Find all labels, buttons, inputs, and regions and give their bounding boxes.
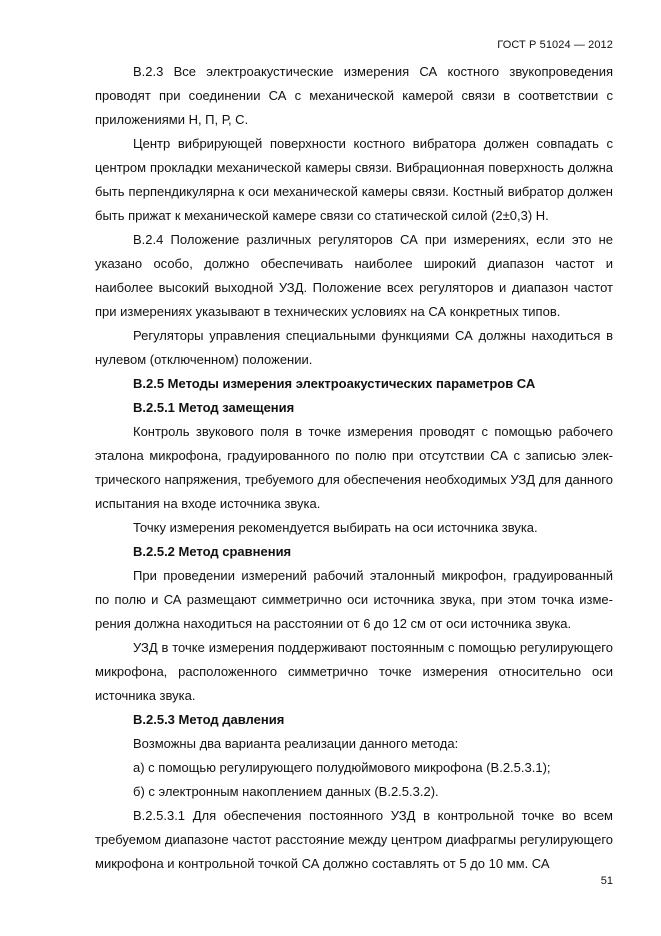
section-heading: В.2.5.3 Метод давления [133,712,285,727]
paragraph: Возможны два варианта реализации данного метода: [133,736,459,751]
paragraph: УЗД в точке измерения поддерживают постоянным с помощью регулирующего микрофона, расположенного симметрично точке измерения относительно оси источника звука. [95,640,613,703]
section-heading: В.2.5.1 Метод замещения [133,400,295,415]
paragraph: Регуляторы управления специальными функциями СА должны находиться в нулевом (отключенном) положении. [95,328,613,367]
paragraph: В.2.4 Положение различных регуляторов СА при измерениях, если это не указано особо, должно обеспечивать наиболее широкий диапазон частот и наиболее высокий выходной УЗД. Положение всех регуляторов и диапазон частот при измерениях указывают в технических условиях на СА конкретных типов. [95,232,613,319]
paragraph: Точку измерения рекомендуется выбирать на оси источника звука. [133,520,538,535]
section-heading: В.2.5.2 Метод сравнения [133,544,292,559]
section-heading: В.2.5 Методы измерения электроакустических параметров СА [133,376,536,391]
paragraph: Контроль звукового поля в точке измерения проводят с помощью рабочего эталона микрофона, градуированного по полю при отсутствии СА с записью электрического напряжения, требуемого для обеспечения необходимых УЗД для данного испытания на входе источника звука. [95,424,613,511]
list-item: а) с помощью регулирующего полудюймового микрофона (В.2.5.3.1); [133,760,551,775]
paragraph: В.2.3 Все электроакустические измерения СА костного звукопроведения проводят при соединении СА с механической камерой связи в соответствии с приложениями Н, П, Р, С. [95,64,613,127]
page-number: 51 [600,875,613,887]
paragraph: Центр вибрирующей поверхности костного вибратора должен совпадать с центром прокладки механической камеры связи. Вибрационная поверхность должна быть перпендикулярна к оси механической камеры связи. Костный вибратор должен быть прижат к механической камере связи со статической силой (2±0,3) Н. [95,136,613,223]
page-body [95,60,613,876]
paragraph: В.2.5.3.1 Для обеспечения постоянного УЗД в контрольной точке во всем требуемом диапазоне частот расстояние между центром диафрагмы регулирующего микрофона и контрольной точкой СА должно составлять от 5 до 10 мм. СА [95,808,613,871]
list-item: б) с электронным накоплением данных (В.2.5.3.2). [133,784,439,799]
document-header: ГОСТ Р 51024 — 2012 [497,39,613,51]
paragraph: При проведении измерений рабочий эталонный микрофон, градуированный по полю и СА размещают симметрично оси источника звука, при этом точка измерения должна находиться на расстоянии от 6 до 12 см от оси источника звука. [95,568,613,631]
